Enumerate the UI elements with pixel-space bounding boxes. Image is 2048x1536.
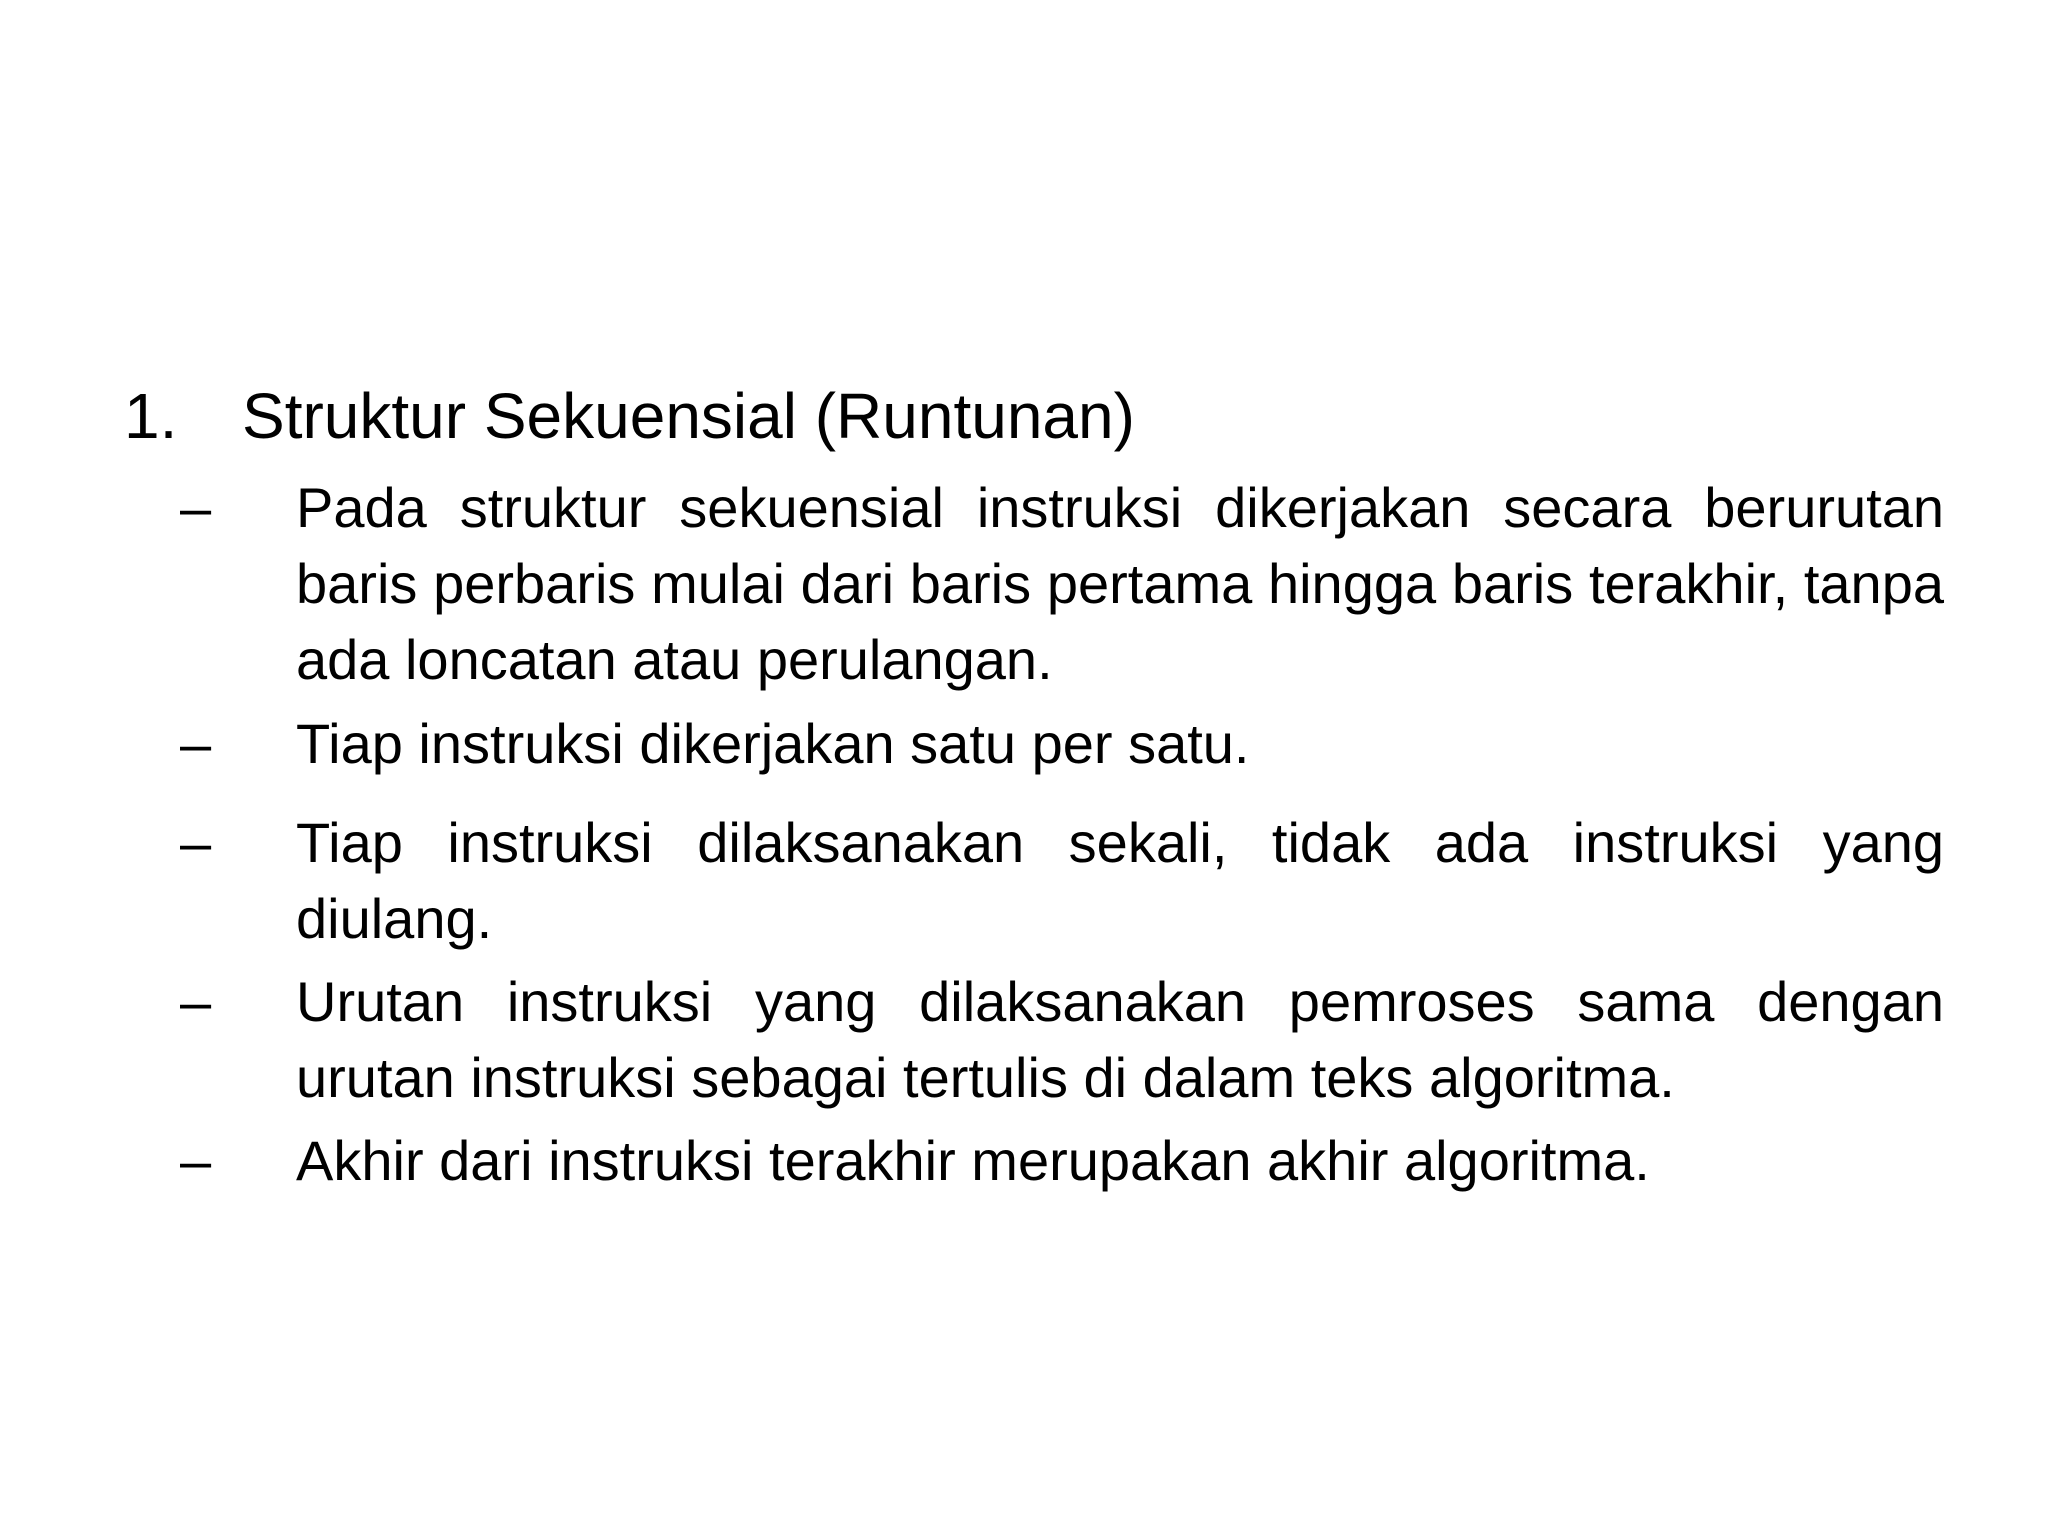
heading-number: 1. <box>124 380 178 452</box>
bullet-item <box>180 706 1944 782</box>
bullet-text: Urutan instruksi yang dilaksanakan pemroses sama dengan urutan instruksi sebagai tertulis di dalam teks algoritma. <box>296 970 1944 1109</box>
bullet-text: Tiap instruksi dikerjakan satu per satu. <box>296 712 1250 775</box>
bullet-text: Pada struktur sekuensial instruksi dikerjakan secara berurutan baris perbaris mulai dari baris pertama hingga baris terakhir, tanpa ada loncatan atau perulangan. <box>296 476 1944 691</box>
heading-text: Struktur Sekuensial (Runtunan) <box>242 380 1135 452</box>
dash-marker: – <box>180 712 212 775</box>
dash-marker: – <box>180 811 212 874</box>
dash-marker: – <box>180 1129 212 1192</box>
bullet-text: Tiap instruksi dilaksanakan sekali, tidak ada instruksi yang diulang. <box>296 811 1944 950</box>
dash-marker: – <box>180 476 212 539</box>
bullet-item <box>180 805 1944 957</box>
bullet-item <box>180 964 1944 1116</box>
bullet-text: Akhir dari instruksi terakhir merupakan akhir algoritma. <box>296 1129 1650 1192</box>
dash-marker: – <box>180 970 212 1033</box>
bullet-item <box>180 470 1944 698</box>
bullet-item <box>180 1123 1944 1199</box>
